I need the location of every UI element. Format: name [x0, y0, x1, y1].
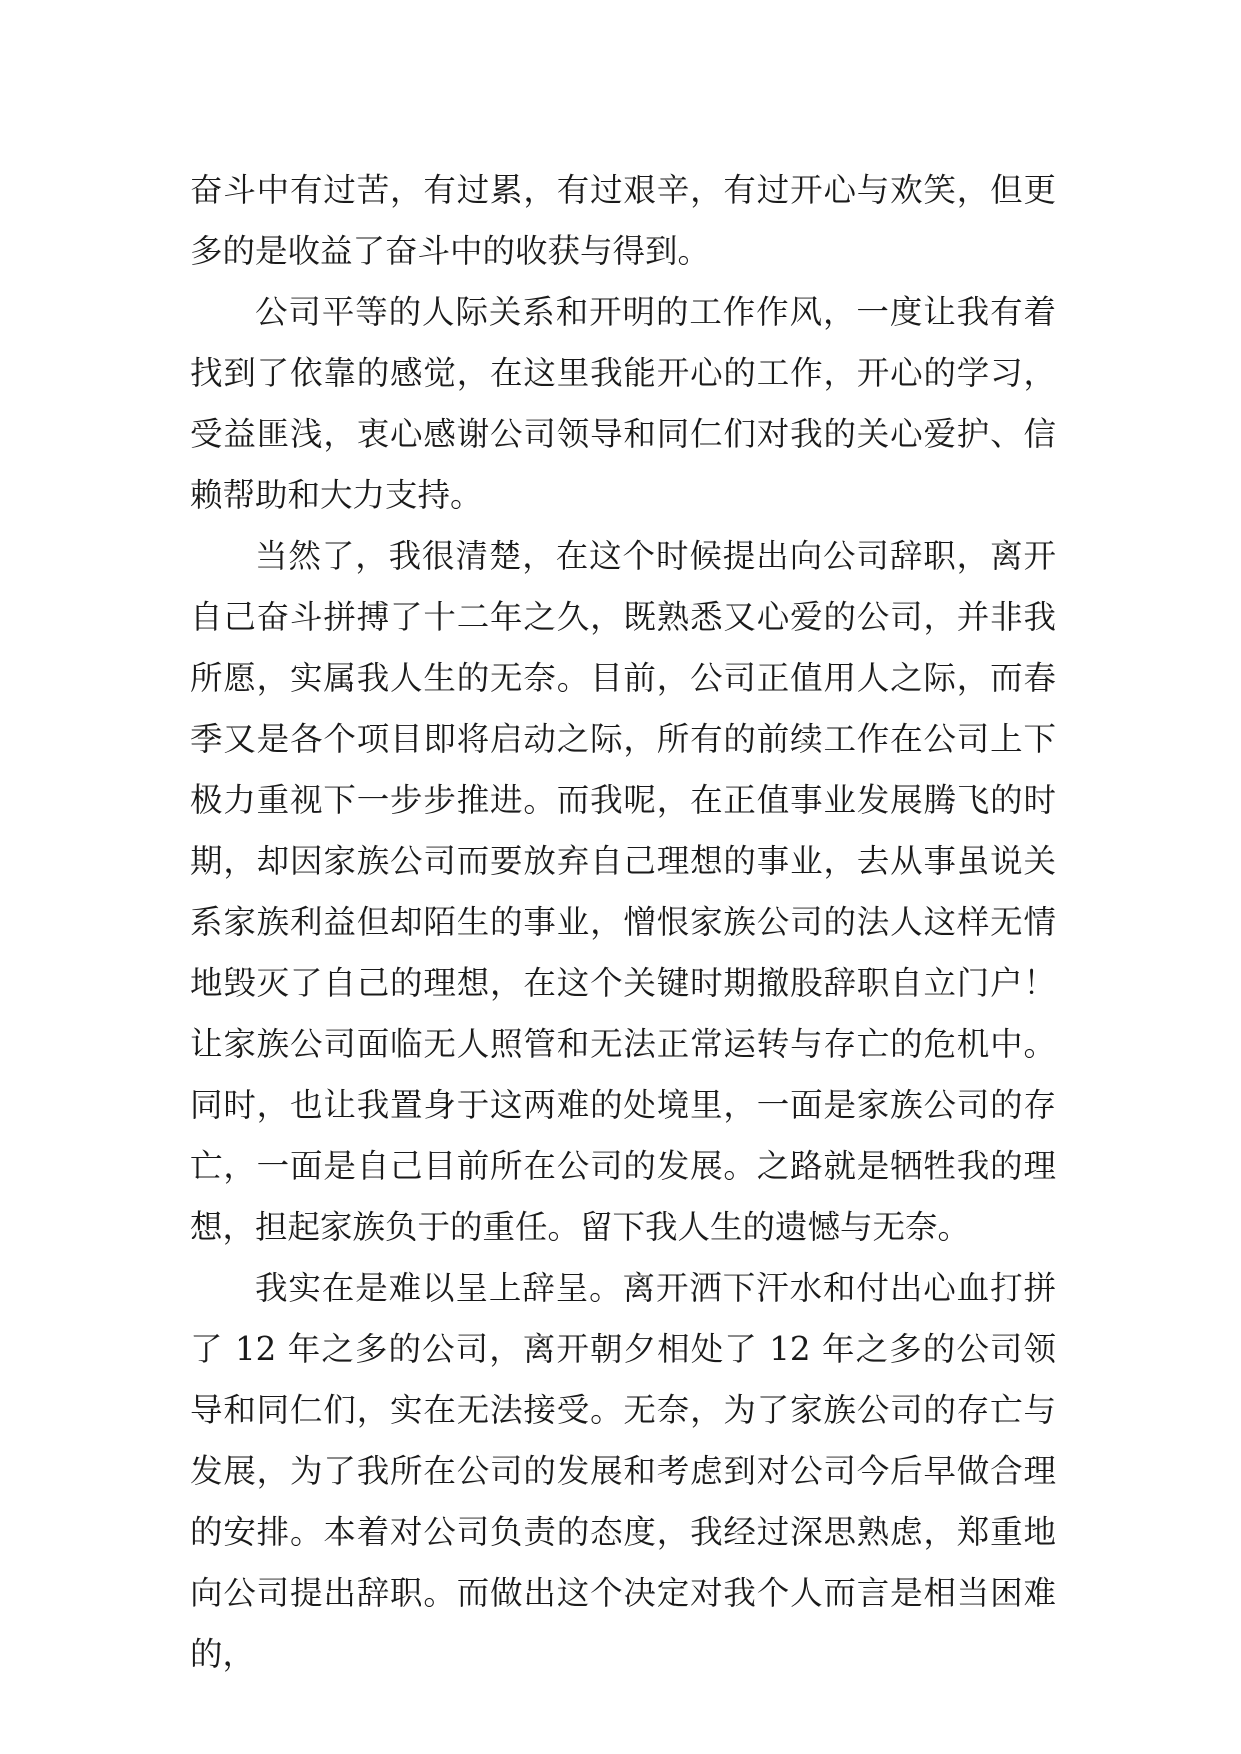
paragraph-2: 公司平等的人际关系和开明的工作作风，一度让我有着找到了依靠的感觉，在这里我能开心的工作，开心的学习，受益匪浅，衷心感谢公司领导和同仁们对我的关心爱护、信赖帮助和大力支持。 [190, 293, 1056, 514]
paragraph-3: 当然了，我很清楚，在这个时候提出向公司辞职，离开自己奋斗拼搏了十二年之久，既熟悉又心爱的公司，并非我所愿，实属我人生的无奈。目前，公司正值用人之际，而春季又是各个项目即将启动之际，所有的前续工作在公司上下极力重视下一步步推进。而我呢，在正值事业发展腾飞的时期，却因家族公司而要放弃自己理想的事业，去从事虽说关系家族利益但却陌生的事业，憎恨家族公司的法人这样无情地毁灭了自己的理想，在这个关键时期撤股辞职自立门户！让家族公司面临无人照管和无法正常运转与存亡的危机中。同时，也让我置身于这两难的处境里，一面是家族公司的存亡，一面是自己目前所在公司的发展。之路就是牺牲我的理想，担起家族负于的重任。留下我人生的遗憾与无奈。 [190, 537, 1056, 1246]
body-text [190, 160, 1056, 1685]
paragraph-4: 我实在是难以呈上辞呈。离开洒下汗水和付出心血打拼了 12 年之多的公司，离开朝夕相处了 12 年之多的公司领导和同仁们，实在无法接受。无奈，为了家族公司的存亡与发展，为了我所在公司的发展和考虑到对公司今后早做合理的安排。本着对公司负责的态度，我经过深思熟虑，郑重地向公司提出辞职。而做出这个决定对我个人而言是相当困难的， [190, 1269, 1056, 1673]
paragraph-1: 奋斗中有过苦，有过累，有过艰辛，有过开心与欢笑，但更多的是收益了奋斗中的收获与得到。 [190, 171, 1056, 270]
